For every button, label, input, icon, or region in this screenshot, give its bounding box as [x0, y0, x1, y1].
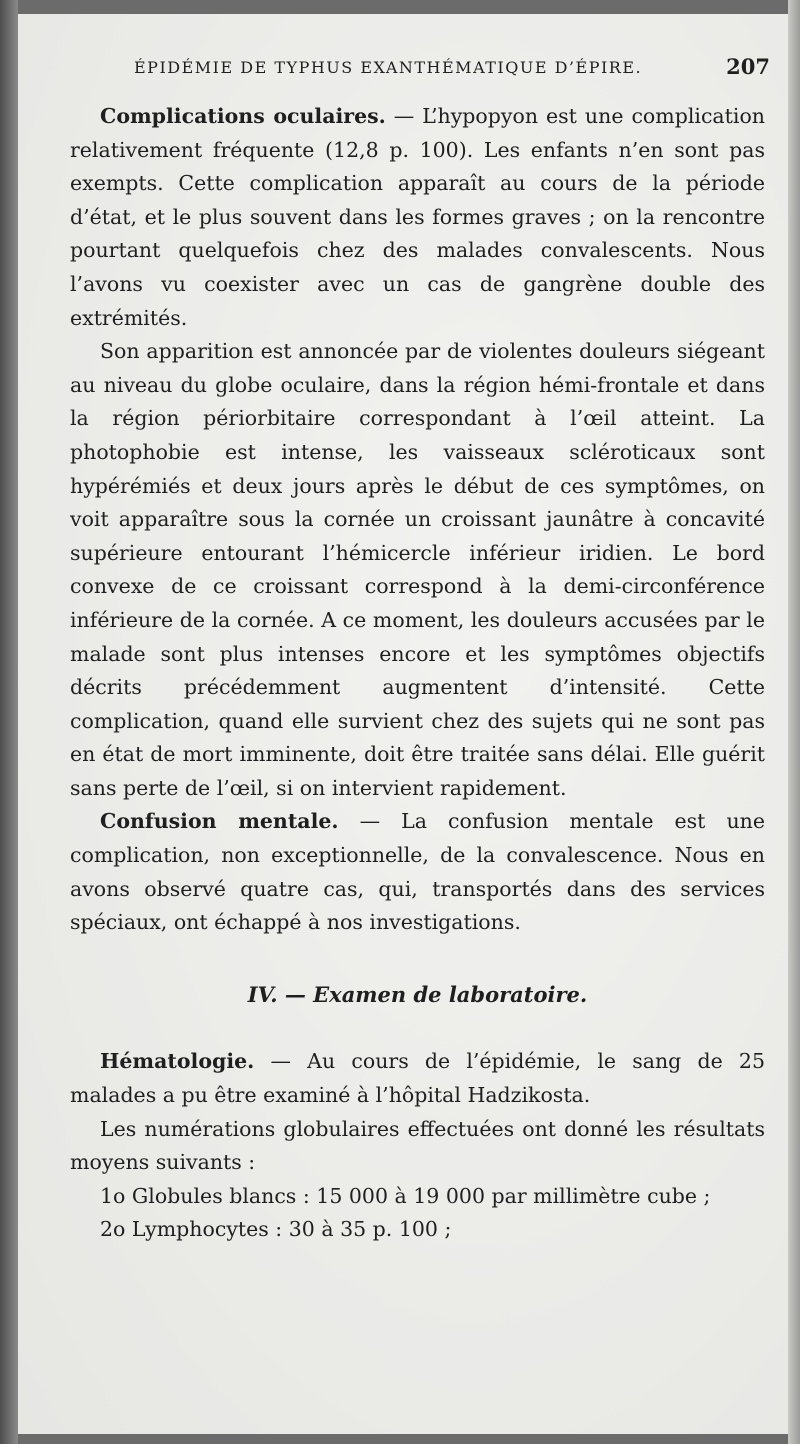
book-page — [18, 14, 788, 1434]
list-item: 2o Lymphocytes : 30 à 35 p. 100 ; — [100, 1217, 452, 1242]
paragraph-text: — Au cours de l’épidémie, le sang de 25 malades a pu être examiné à l’hôpital Hadzikosta. — [70, 1049, 765, 1108]
section-heading: IV. — Examen de laboratoire. — [247, 981, 588, 1007]
paragraph-lead: Hématologie. — [100, 1049, 255, 1074]
paragraph-apparition — [70, 335, 765, 805]
paragraph-text: — La confusion mentale est une complication, non exceptionnelle, de la convalescence. Nous en avons observé quatre cas, qui, transportés dans des services spéciaux, ont échappé à nos investigations. — [70, 809, 765, 935]
book-edge-left — [0, 0, 18, 1444]
paragraph-lead: Complications oculaires. — [100, 104, 386, 128]
list-item: 1o Globules blancs : 15 000 à 19 000 par millimètre cube ; — [100, 1183, 711, 1208]
paragraph-lead: Confusion mentale. — [100, 809, 339, 834]
book-edge-right — [788, 0, 800, 1444]
paragraph-confusion-mentale — [70, 805, 765, 939]
paragraph-complications-oculaires — [70, 100, 765, 335]
paragraph-hematologie — [70, 1045, 765, 1112]
body-text — [70, 100, 765, 1247]
running-title: ÉPIDÉMIE DE TYPHUS EXANTHÉMATIQUE D’ÉPIRE. — [134, 58, 643, 77]
paragraph-text: — L’hypopyon est une complication relativement fréquente (12,8 p. 100). Les enfants n’en sont pas exempts. Cette complication apparaît au cours de la période d’état, et le plus souvent dans les formes graves ; on la rencontre pourtant quelquefois chez des malades convalescents. Nous l’avons vu coexister avec un cas de gangrène double des extrémités. — [70, 104, 765, 330]
page-number: 207 — [726, 54, 770, 79]
paragraph-numerations — [70, 1113, 765, 1180]
paragraph-text: Son apparition est annoncée par de violentes douleurs siégeant au niveau du globe oculaire, dans la région hémi-frontale et dans la région périorbitaire correspondant à l’œil atteint. La photophobie est intense, les vaisseaux scléroticaux sont hypérémiés et deux jours après le début de ces symptômes, on voit apparaître sous la cornée un croissant jaunâtre à concavité supérieure entourant l’hémicercle inférieur iridien. Le bord convexe de ce croissant correspond à la demi-circonférence inférieure de la cornée. A ce moment, les douleurs accusées par le malade sont plus intenses encore et les symptômes objectifs décrits précédemment augmentent d’intensité. Cette complication, quand elle survient chez des sujets qui ne sont pas en état de mort imminente, doit être traitée sans délai. Elle guérit sans perte de l’œil, si on intervient rapidement. — [70, 339, 765, 800]
paragraph-text: Les numérations globulaires effectuées ont donné les résultats moyens suivants : — [70, 1116, 765, 1175]
